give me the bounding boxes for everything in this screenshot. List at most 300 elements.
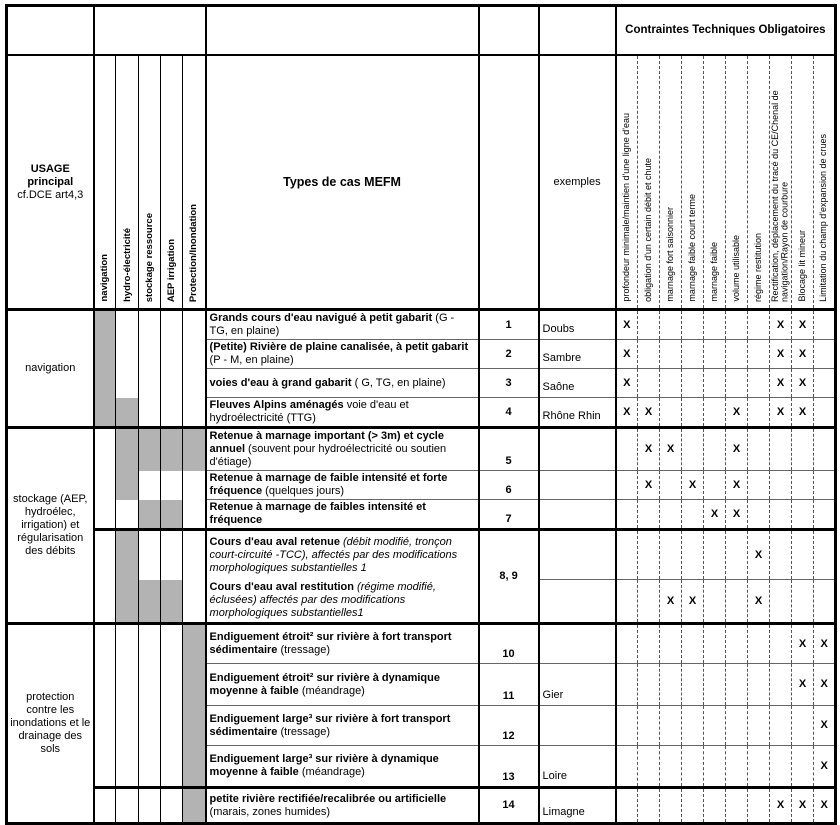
case-detail: (méandrage) — [298, 684, 365, 697]
table-row — [7, 398, 836, 428]
usage-col-navigation — [94, 55, 116, 310]
constraint-mark-cell: X — [792, 664, 814, 706]
constraint-col-label: Limitation du champ d'expansion de crues — [818, 134, 829, 302]
constraint-mark-cell — [616, 706, 638, 746]
constraint-mark-cell: X — [792, 788, 814, 824]
constraint-mark-cell: X — [792, 369, 814, 398]
case-number-cell: 12 — [479, 706, 539, 746]
usage-fill-cell — [116, 746, 139, 788]
type-case-cell — [206, 340, 479, 369]
constraint-mark-cell: X — [814, 706, 836, 746]
usage-fill-cell — [116, 788, 139, 824]
case-title: Grands cours d'eau navigué à petit gabarit — [209, 312, 433, 324]
usage-fill-cell — [161, 706, 183, 746]
usage-fill-cell — [161, 310, 183, 340]
usage-fill-cell — [116, 340, 139, 369]
constraint-mark-cell — [660, 664, 682, 706]
usage-fill-cell — [161, 624, 183, 664]
constraint-mark-cell — [726, 664, 748, 706]
constraint-mark-cell — [660, 369, 682, 398]
type-case-cell — [206, 580, 479, 624]
constraint-mark-cell: X — [748, 530, 770, 580]
constraint-mark-cell — [704, 310, 726, 340]
constraint-col-1 — [616, 55, 638, 310]
constraint-mark-cell: X — [660, 428, 682, 471]
case-number-cell: 11 — [479, 664, 539, 706]
case-detail: (P - M, en plaine) — [209, 354, 294, 366]
constraint-mark-cell — [638, 500, 660, 530]
usage-fill-cell — [161, 580, 183, 624]
constraint-mark-cell: X — [704, 500, 726, 530]
type-case-cell — [206, 530, 479, 580]
constraint-mark-cell — [616, 471, 638, 500]
usage-fill-cell — [94, 340, 116, 369]
usage-fill-cell — [183, 706, 206, 746]
usage-fill-cell — [116, 428, 139, 471]
table-row — [7, 340, 836, 369]
constraint-mark-cell — [704, 340, 726, 369]
usage-group-label-navigation: navigation — [25, 362, 76, 374]
case-detail: (tressage) — [277, 644, 330, 656]
constraint-mark-cell — [814, 369, 836, 398]
usage-fill-cell — [183, 788, 206, 824]
usage-fill-cell — [139, 530, 161, 580]
case-title: Endiguement large³ sur rivière à fort transport sédimentaire — [209, 712, 451, 738]
constraint-mark-cell — [814, 428, 836, 471]
usage-fill-cell — [116, 398, 139, 428]
constraint-mark-cell — [704, 664, 726, 706]
case-title: Endiguement étroit² sur rivière à fort transport sédimentaire — [209, 631, 452, 656]
usage-fill-cell — [161, 398, 183, 428]
case-detail: (méandrage) — [298, 766, 365, 778]
usage-fill-cell — [183, 664, 206, 706]
type-case-cell — [206, 788, 479, 824]
constraint-mark-cell — [638, 664, 660, 706]
types-de-cas-header: Types de cas MEFM — [206, 55, 479, 310]
constraint-mark-cell — [748, 788, 770, 824]
usage-fill-cell — [183, 624, 206, 664]
constraint-col-label: marnage fort saisonnier — [664, 207, 675, 302]
usage-fill-cell — [94, 580, 116, 624]
usage-fill-cell — [116, 706, 139, 746]
constraint-mark-cell — [638, 369, 660, 398]
constraints-group-title: Contraintes Techniques Obligatoires — [616, 6, 836, 56]
table-row — [7, 624, 836, 664]
table-row — [7, 310, 836, 340]
constraint-mark-cell — [616, 664, 638, 706]
usage-fill-cell — [183, 500, 206, 530]
usage-fill-cell — [94, 398, 116, 428]
example-cell — [539, 706, 616, 746]
constraint-mark-cell: X — [616, 340, 638, 369]
constraint-mark-cell — [704, 471, 726, 500]
constraint-mark-cell — [814, 471, 836, 500]
constraint-mark-cell — [792, 580, 814, 624]
constraint-col-label: régime restitution — [752, 232, 763, 302]
usage-fill-cell — [94, 428, 116, 471]
case-number-cell: 7 — [479, 500, 539, 530]
usage-col-stockage — [139, 55, 161, 310]
case-title: Cours d'eau aval restitution — [209, 581, 354, 594]
constraint-mark-cell — [682, 624, 704, 664]
constraint-mark-cell — [704, 530, 726, 580]
constraint-mark-cell: X — [638, 398, 660, 428]
constraint-mark-cell — [814, 580, 836, 624]
usage-fill-cell — [161, 340, 183, 369]
constraint-mark-cell — [638, 788, 660, 824]
usage-fill-cell — [161, 788, 183, 824]
constraint-mark-cell — [792, 471, 814, 500]
constraint-mark-cell: X — [726, 428, 748, 471]
constraint-mark-cell: X — [616, 369, 638, 398]
constraint-mark-cell — [682, 310, 704, 340]
example-cell: Loire — [539, 746, 616, 788]
constraint-mark-cell — [682, 530, 704, 580]
constraint-mark-cell: X — [616, 398, 638, 428]
case-number-cell: 2 — [479, 340, 539, 369]
constraint-mark-cell — [726, 706, 748, 746]
table-row — [7, 500, 836, 530]
table-row — [7, 580, 836, 624]
usage-fill-cell — [139, 706, 161, 746]
constraint-mark-cell — [704, 624, 726, 664]
usage-fill-cell — [94, 746, 116, 788]
case-detail: (souvent pour hydroélectricité ou soutien d'étiage) — [209, 443, 447, 468]
type-case-cell — [206, 624, 479, 664]
usage-fill-cell — [161, 664, 183, 706]
table-row — [7, 471, 836, 500]
case-title: Fleuves Alpins aménagés — [209, 399, 344, 411]
usage-fill-cell — [94, 788, 116, 824]
constraint-mark-cell: X — [770, 398, 792, 428]
empty-header-cell — [206, 6, 479, 56]
constraint-mark-cell — [792, 706, 814, 746]
constraint-mark-cell — [682, 428, 704, 471]
usage-fill-cell — [139, 428, 161, 471]
example-cell — [539, 624, 616, 664]
constraint-mark-cell: X — [638, 428, 660, 471]
usage-fill-cell — [94, 471, 116, 500]
table-row — [7, 788, 836, 824]
constraint-mark-cell — [660, 624, 682, 664]
constraint-mark-cell: X — [814, 624, 836, 664]
usage-fill-cell — [94, 530, 116, 580]
case-number-cell: 13 — [479, 746, 539, 788]
constraint-mark-cell: X — [726, 500, 748, 530]
constraint-mark-cell: X — [616, 310, 638, 340]
case-number-cell: 8, 9 — [479, 530, 539, 624]
empty-header-cell — [7, 6, 94, 56]
case-number-cell: 5 — [479, 428, 539, 471]
constraint-mark-cell: X — [638, 471, 660, 500]
usage-fill-cell — [183, 530, 206, 580]
type-case-cell — [206, 471, 479, 500]
examples-header: exemples — [539, 55, 616, 310]
constraint-mark-cell: X — [748, 580, 770, 624]
table-row — [7, 746, 836, 788]
constraint-mark-cell — [682, 706, 704, 746]
constraint-mark-cell — [704, 369, 726, 398]
constraint-mark-cell — [726, 340, 748, 369]
constraint-mark-cell — [682, 369, 704, 398]
case-title: petite rivière rectifiée/recalibrée ou artificielle — [209, 792, 447, 805]
example-cell: Saône — [539, 369, 616, 398]
constraint-mark-cell: X — [770, 788, 792, 824]
constraint-mark-cell — [638, 340, 660, 369]
usage-col-hydro — [116, 55, 139, 310]
constraint-col-10 — [814, 55, 836, 310]
constraint-mark-cell — [682, 340, 704, 369]
constraint-mark-cell — [770, 624, 792, 664]
usage-fill-cell — [139, 398, 161, 428]
usage-fill-cell — [139, 340, 161, 369]
constraint-mark-cell — [792, 428, 814, 471]
constraint-col-3 — [660, 55, 682, 310]
usage-fill-cell — [139, 471, 161, 500]
usage-group-label-stockage: stockage (AEP, hydroélec, irrigation) et régularisation des débits — [7, 428, 94, 624]
usage-fill-cell — [94, 310, 116, 340]
usage-col-label: navigation — [99, 254, 111, 302]
usage-fill-cell — [183, 580, 206, 624]
constraint-mark-cell — [726, 624, 748, 664]
constraint-mark-cell: X — [682, 471, 704, 500]
example-cell — [539, 580, 616, 624]
constraint-mark-cell — [616, 788, 638, 824]
usage-fill-cell — [139, 664, 161, 706]
usage-col-label: hydro-électricité — [121, 228, 133, 302]
constraint-col-4 — [682, 55, 704, 310]
case-title: voies d'eau à grand gabarit — [209, 376, 352, 389]
constraint-mark-cell — [726, 580, 748, 624]
usage-fill-cell — [139, 310, 161, 340]
constraint-mark-cell — [726, 369, 748, 398]
constraint-mark-cell — [638, 310, 660, 340]
usage-fill-cell — [116, 310, 139, 340]
constraint-mark-cell: X — [792, 310, 814, 340]
usage-fill-cell — [94, 664, 116, 706]
example-cell: Gier — [539, 664, 616, 706]
constraint-mark-cell: X — [792, 398, 814, 428]
constraint-mark-cell — [616, 428, 638, 471]
constraint-mark-cell — [748, 398, 770, 428]
case-title: (Petite) Rivière de plaine canalisée, à petit gabarit — [209, 341, 469, 353]
constraint-mark-cell — [660, 746, 682, 788]
usage-title: USAGE principal — [27, 162, 74, 188]
constraint-col-label: obligation d'un certain débit et chute — [642, 158, 653, 302]
constraint-mark-cell: X — [682, 580, 704, 624]
constraint-mark-cell — [682, 500, 704, 530]
constraint-mark-cell — [638, 580, 660, 624]
usage-fill-cell — [161, 530, 183, 580]
table-row — [7, 369, 836, 398]
type-case-cell — [206, 398, 479, 428]
constraint-mark-cell — [660, 398, 682, 428]
constraint-mark-cell — [748, 746, 770, 788]
constraint-mark-cell — [748, 706, 770, 746]
empty-header-cell — [479, 6, 539, 56]
case-number-cell: 6 — [479, 471, 539, 500]
constraint-mark-cell — [792, 746, 814, 788]
constraint-mark-cell — [682, 398, 704, 428]
example-cell: Sambre — [539, 340, 616, 369]
constraint-mark-cell — [704, 706, 726, 746]
constraint-mark-cell: X — [814, 788, 836, 824]
constraint-mark-cell — [638, 624, 660, 664]
usage-fill-cell — [94, 624, 116, 664]
constraint-mark-cell — [792, 500, 814, 530]
example-cell — [539, 530, 616, 580]
constraint-col-label: volume utilisable — [730, 235, 741, 302]
constraint-mark-cell — [748, 624, 770, 664]
usage-fill-cell — [183, 428, 206, 471]
usage-fill-cell — [161, 471, 183, 500]
constraint-col-label: Rectification, déplacement du tracé du CE/Chenal de navigation/Rayon de courbure — [770, 90, 790, 302]
usage-fill-cell — [161, 746, 183, 788]
constraint-mark-cell — [682, 746, 704, 788]
usage-fill-cell — [116, 624, 139, 664]
constraint-mark-cell — [660, 706, 682, 746]
example-cell — [539, 428, 616, 471]
constraint-mark-cell — [660, 340, 682, 369]
header-row-top — [7, 6, 836, 56]
constraint-mark-cell — [814, 530, 836, 580]
usage-col-protection — [183, 55, 206, 310]
usage-col-aep — [161, 55, 183, 310]
usage-fill-cell — [94, 369, 116, 398]
constraint-mark-cell: X — [770, 310, 792, 340]
type-case-cell — [206, 746, 479, 788]
example-cell: Limagne — [539, 788, 616, 824]
constraint-mark-cell — [660, 500, 682, 530]
usage-fill-cell — [94, 500, 116, 530]
example-cell — [539, 500, 616, 530]
constraint-mark-cell — [616, 580, 638, 624]
case-title: Retenue à marnage de faible intensité et forte fréquence — [209, 472, 448, 497]
constraint-mark-cell: X — [814, 746, 836, 788]
constraint-mark-cell — [704, 428, 726, 471]
type-case-cell — [206, 664, 479, 706]
example-cell — [539, 471, 616, 500]
constraint-mark-cell: X — [660, 580, 682, 624]
constraint-mark-cell — [770, 706, 792, 746]
constraint-mark-cell — [748, 369, 770, 398]
constraint-mark-cell — [660, 310, 682, 340]
constraint-mark-cell — [726, 530, 748, 580]
constraint-mark-cell: X — [792, 340, 814, 369]
case-italic: (débit modifié, tronçon court-circuité -TCC), affectés par des modifications morphologiques substantielles 1 — [209, 535, 458, 574]
constraint-mark-cell — [726, 788, 748, 824]
constraint-mark-cell: X — [726, 471, 748, 500]
case-title: Retenue à marnage de faibles intensité et fréquence — [209, 501, 426, 526]
constraint-mark-cell: X — [726, 398, 748, 428]
usage-fill-cell — [183, 340, 206, 369]
case-detail: (G - TG, en plaine) — [209, 312, 455, 337]
constraint-mark-cell — [770, 580, 792, 624]
constraint-mark-cell — [814, 398, 836, 428]
usage-fill-cell — [139, 746, 161, 788]
type-case-cell — [206, 500, 479, 530]
table-row — [7, 428, 836, 471]
case-italic: (régime modifié, éclusées) affectés par des modifications morphologiques substantielles1 — [209, 581, 436, 620]
constraint-mark-cell — [770, 664, 792, 706]
case-number-cell: 4 — [479, 398, 539, 428]
type-case-cell — [206, 369, 479, 398]
usage-fill-cell — [139, 369, 161, 398]
type-case-cell — [206, 310, 479, 340]
example-cell: Doubs — [539, 310, 616, 340]
usage-fill-cell — [183, 369, 206, 398]
constraint-mark-cell — [682, 664, 704, 706]
constraint-mark-cell — [638, 746, 660, 788]
usage-fill-cell — [116, 664, 139, 706]
case-title: Endiguement large³ sur rivière à dynamique moyenne à faible — [209, 753, 439, 778]
usage-group-label-protection: protection contre les inondations et le drainage des sols — [7, 624, 94, 824]
constraint-mark-cell — [748, 500, 770, 530]
case-number-cell: 14 — [479, 788, 539, 824]
constraint-mark-cell — [704, 580, 726, 624]
constraint-mark-cell — [770, 428, 792, 471]
usage-fill-cell — [139, 500, 161, 530]
constraint-mark-cell: X — [814, 664, 836, 706]
usage-fill-cell — [183, 310, 206, 340]
type-case-cell — [206, 428, 479, 471]
constraint-mark-cell — [616, 530, 638, 580]
usage-fill-cell — [139, 624, 161, 664]
empty-header-cell — [539, 6, 616, 56]
number-column-header — [479, 55, 539, 310]
constraint-mark-cell — [704, 398, 726, 428]
usage-col-label: Protection/Inondation — [188, 203, 200, 302]
header-row-labels — [7, 55, 836, 310]
empty-header-cell — [94, 6, 206, 56]
table-row — [7, 664, 836, 706]
usage-col-label: AEP irrigation — [166, 238, 177, 302]
usage-principal-header — [7, 55, 94, 310]
usage-fill-cell — [183, 398, 206, 428]
constraint-mark-cell — [814, 500, 836, 530]
constraint-col-label: marnage faible — [708, 242, 719, 302]
constraint-mark-cell — [704, 746, 726, 788]
constraint-mark-cell — [748, 471, 770, 500]
constraint-mark-cell: X — [770, 369, 792, 398]
usage-fill-cell — [116, 580, 139, 624]
case-detail: voie d'eau et hydroélectricité (TTG) — [209, 399, 409, 424]
usage-col-label: stockage ressource — [144, 212, 155, 302]
constraint-col-5 — [704, 55, 726, 310]
case-title: Cours d'eau aval retenue — [209, 535, 340, 548]
constraint-col-label: marnage faible court terme — [686, 194, 697, 302]
constraint-mark-cell: X — [770, 340, 792, 369]
case-title: Endiguement étroit² sur rivière à dynamique moyenne à faible — [209, 671, 440, 697]
constraint-mark-cell: X — [792, 624, 814, 664]
constraint-mark-cell — [726, 746, 748, 788]
table-row — [7, 530, 836, 580]
constraint-mark-cell — [770, 530, 792, 580]
constraint-mark-cell — [814, 310, 836, 340]
constraint-col-7 — [748, 55, 770, 310]
constraint-mark-cell — [616, 500, 638, 530]
constraint-mark-cell — [770, 500, 792, 530]
constraint-mark-cell — [748, 310, 770, 340]
constraint-mark-cell — [770, 746, 792, 788]
type-case-cell — [206, 706, 479, 746]
constraint-mark-cell — [682, 788, 704, 824]
constraint-col-label: Blocage lit mineur — [796, 230, 807, 302]
usage-fill-cell — [161, 428, 183, 471]
constraint-mark-cell — [638, 706, 660, 746]
constraint-mark-cell — [726, 310, 748, 340]
constraint-mark-cell — [660, 471, 682, 500]
